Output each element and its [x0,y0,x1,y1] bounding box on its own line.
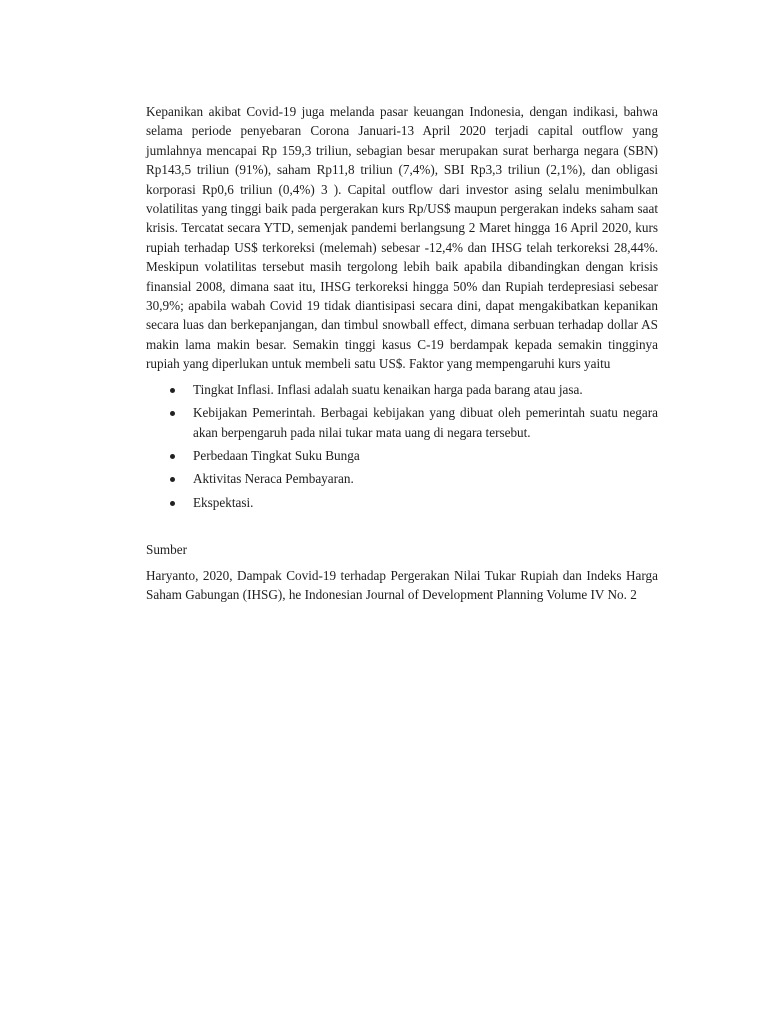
bullet-icon [170,501,175,506]
factor-list [146,380,658,512]
list-item [146,403,658,442]
document-page [146,102,658,604]
bullet-icon [170,411,175,416]
list-item [146,446,658,465]
list-item [146,380,658,399]
source-heading: Sumber [146,542,188,558]
list-item-text: Tingkat Inflasi. Inflasi adalah suatu kenaikan harga pada barang atau jasa. [193,381,583,397]
list-item-text: Perbedaan Tingkat Suku Bunga [193,447,360,463]
bullet-icon [170,477,175,482]
list-item [146,469,658,488]
bullet-icon [170,454,175,459]
list-item-text: Kebijakan Pemerintah. Berbagai kebijakan yang dibuat oleh pemerintah suatu negara akan berpengaruh pada nilai tukar mata uang di negara tersebut. [193,405,658,440]
citation-text: Haryanto, 2020, Dampak Covid-19 terhadap Pergerakan Nilai Tukar Rupiah dan Indeks Harga Saham Gabungan (IHSG), he Indonesian Journal of Development Planning Volume IV No. 2 [146,567,658,602]
list-item [146,493,658,512]
body-paragraph: Kepanikan akibat Covid-19 juga melanda pasar keuangan Indonesia, dengan indikasi, bahwa selama periode penyebaran Corona Januari-13 April 2020 terjadi capital outflow yang jumlahnya mencapai Rp 159,3 triliun, sebagian besar merupakan surat berharga negara (SBN) Rp143,5 triliun (91%), saham Rp11,8 triliun (7,4%), SBI Rp3,3 triliun (2,1%), dan obligasi korporasi Rp0,6 triliun (0,4%) 3 ). Capital outflow dari investor asing selalu menimbulkan volatilitas yang tinggi baik pada pergerakan kurs Rp/US$ maupun pergerakan indeks saham saat krisis. Tercatat secara YTD, semenjak pandemi berlangsung 2 Maret hingga 16 April 2020, kurs rupiah terhadap US$ terkoreksi (melemah) sebesar -12,4% dan IHSG telah terkoreksi 28,44%. Meskipun volatilitas tersebut masih tergolong lebih baik apabila dibandingkan dengan krisis finansial 2008, dimana saat itu, IHSG terkoreksi hingga 50% dan Rupiah terdepresiasi sebesar 30,9%; apabila wabah Covid 19 tidak diantisipasi secara dini, dapat mengakibatkan kepanikan secara luas dan berkepanjangan, dan timbul snowball effect, dimana serbuan terhadap dollar AS makin lama makin besar. Semakin tinggi kasus C-19 berdampak kepada semakin tingginya rupiah yang diperlukan untuk membeli satu US$. Faktor yang mempengaruhi kurs yaitu [146,104,658,372]
bullet-icon [170,388,175,393]
list-item-text: Aktivitas Neraca Pembayaran. [193,471,354,487]
list-item-text: Ekspektasi. [193,494,254,510]
